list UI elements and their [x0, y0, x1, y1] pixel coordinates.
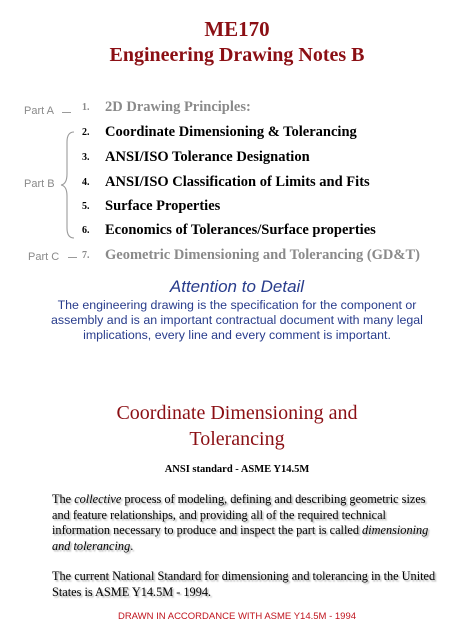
section-title-line2: Tolerancing: [189, 428, 285, 450]
course-code: ME170: [204, 17, 270, 41]
part-c-dash: [68, 257, 77, 258]
standard-paragraph: The current National Standard for dimensioning and tolerancing in the United States is ASME Y14.5M - 1994.: [52, 569, 436, 599]
list-item-number: 5.: [82, 201, 90, 212]
standard-subtitle: ANSI standard - ASME Y14.5M: [164, 464, 310, 475]
para1-pre: The: [52, 492, 75, 506]
list-item-number: 2.: [82, 127, 90, 138]
list-item-text: Geometric Dimensioning and Tolerancing (GD&T): [105, 247, 420, 263]
list-item-text: Coordinate Dimensioning & Tolerancing: [105, 124, 357, 140]
para1-em-collective: collective: [74, 492, 122, 506]
list-item-number: 4.: [82, 177, 90, 188]
list-item-number: 1.: [82, 102, 90, 113]
list-item-text: ANSI/ISO Classification of Limits and Fits: [105, 174, 370, 190]
section-title-line1: Coordinate Dimensioning and: [116, 402, 358, 424]
definition-paragraph: [52, 492, 442, 554]
list-item-text: 2D Drawing Principles:: [105, 99, 251, 115]
part-b-label: Part B: [24, 178, 55, 190]
part-a-label: Part A: [24, 105, 54, 117]
attention-body: The engineering drawing is the specification for the component or assembly and is an important contractual document with many legal implications, every line and every comment is important.: [51, 298, 423, 342]
list-item-number: 6.: [82, 225, 90, 236]
list-item-number: 3.: [82, 152, 90, 163]
para1-mid: process of modeling, defining and describing geometric sizes and feature relationships, and providing all of the required technical information necessary to produce and inspect the part is called: [52, 492, 426, 537]
list-item-text: ANSI/ISO Tolerance Designation: [105, 149, 310, 165]
para1-post: .: [130, 538, 134, 553]
list-item-text: Surface Properties: [105, 198, 221, 214]
part-a-dash: [62, 112, 71, 113]
footer-note: DRAWN IN ACCORDANCE WITH ASME Y14.5M - 1994: [117, 611, 357, 622]
table-of-contents: [0, 96, 474, 271]
attention-heading: Attention to Detail: [169, 277, 305, 296]
para1-em-dimensioning: dimensioning and tolerancing: [52, 523, 429, 553]
list-item-number: 7.: [82, 250, 90, 261]
part-b-brace-icon: [60, 130, 82, 240]
page-title: Engineering Drawing Notes B: [109, 44, 365, 66]
part-c-label: Part C: [28, 251, 60, 263]
list-item-text: Economics of Tolerances/Surface properties: [105, 222, 376, 238]
